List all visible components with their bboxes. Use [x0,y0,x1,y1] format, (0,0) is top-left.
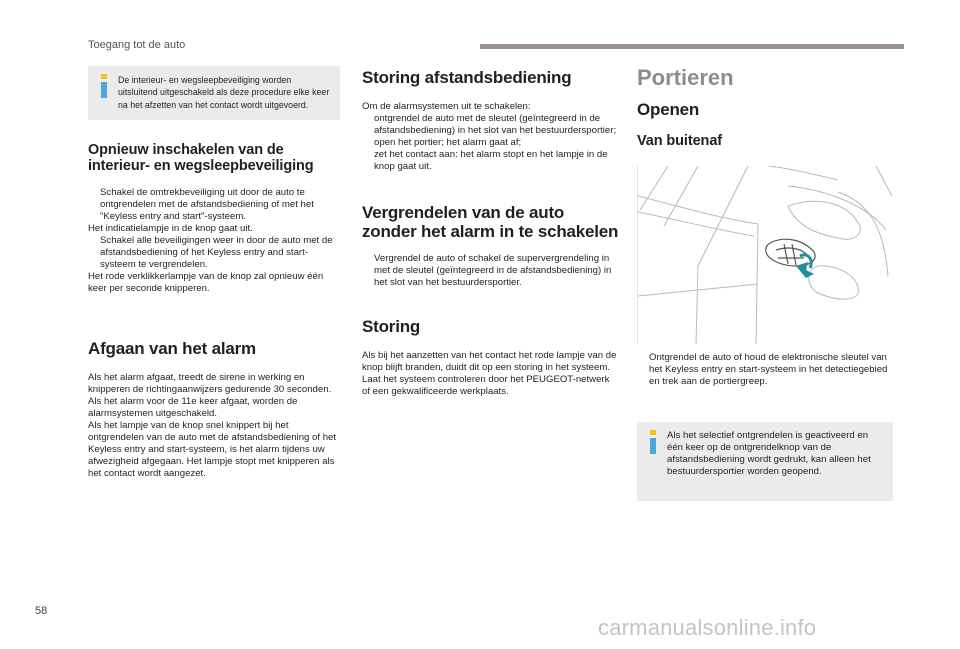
door-handle-drawing [638,166,892,344]
section-header-title: Toegang tot de auto [88,39,186,51]
list-item: Schakel de omtrekbeveiliging uit door de auto te ontgrendelen met de afstandsbediening of met het "Keyless entry and start"-systeem. [88,187,340,223]
info-note-text: Als het selectief ontgrendelen is geactiveerd en één keer op de ontgrendelknop van de afstandsbediening wordt gedrukt, kan alleen het bestuurdersportier worden geopend. [667,429,871,478]
list-item: Vergrendel de auto of schakel de supervergrendeling in met de sleutel (geïntegreerd in de afstandsbediening) in het slot van het bestuurdersportier. [362,253,620,289]
list-item: Het indicatielampje in de knop gaat uit. [88,222,253,234]
column-left [88,66,340,480]
header-divider-bar [480,44,904,49]
list-item: Het rode verklikkerlampje van de knop zal opnieuw één keer per seconde knipperen. [88,270,324,294]
bullet-marker [88,187,100,223]
intro-text: Om de alarmsystemen uit te schakelen: [362,101,531,112]
section-title-alarm: Afgaan van het alarm [88,338,256,358]
bullet-marker [362,149,374,173]
door-handle-illustration [637,166,892,344]
section-title-fault: Storing [362,317,421,336]
section-title-lock-without-alarm: Vergrendelen van de auto zonder het alarm in te schakelen [362,203,619,241]
bullet-marker [88,235,100,271]
paragraph: Als bij het aanzetten van het contact het rode lampje van de knop blijft branden, duidt dit op een storing in het systeem. [362,350,617,373]
info-note-text: De interieur- en wegsleepbeveiliging worden uitsluitend uitgeschakeld als deze procedure elke keer na het afzetten van het contact wordt uitgevoerd. [118,75,330,110]
column-right [637,66,893,501]
bullet-marker [362,253,374,289]
section-title-reactivate: Opnieuw inschakelen van de interieur- en wegsleepbeveiliging [88,141,314,175]
bullet-marker [362,113,374,137]
paragraph: Als het alarm voor de 11e keer afgaat, worden de alarmsystemen uitgeschakeld. [88,395,298,419]
section-title-open: Openen [637,100,700,119]
info-note-box [88,66,340,120]
list-item: zet het contact aan: het alarm stopt en het lampje in de knop gaat uit. [362,149,620,173]
bullet-marker [637,352,649,388]
paragraph: Als het alarm afgaat, treedt de sirene in werking en knipperen de richtingaanwijzers gedurende 30 seconden. [88,371,332,395]
watermark: carmanualsonline.info [598,615,817,640]
paragraph: Laat het systeem controleren door het PEUGEOT-netwerk of een gekwalificeerde werkplaats. [362,374,610,397]
list-item: Schakel alle beveiligingen weer in door de auto met de afstandsbediening of het Keyless entry and start-systeem te vergrendelen. [88,235,340,271]
info-note-box [637,422,893,501]
list-item: ontgrendel de auto met de sleutel (geïntegreerd in de afstandsbediening) in het slot van het bestuurdersportier; [362,113,620,137]
info-icon [647,430,659,454]
column-middle [362,68,620,398]
bullet-marker [362,137,374,149]
section-title-outside: Van buitenaf [637,133,723,149]
paragraph: Als het lampje van de knop snel knippert bij het ontgrendelen van de auto met de afstandsbediening of het Keyless entry and start-systeem, is het alarm tijdens uw afwezigheid afgegaan. Het lampje stopt met knipperen als het contact wordt aangezet. [88,419,337,479]
info-icon [98,74,110,98]
chapter-title: Portieren [637,65,734,90]
section-title-remote-fault: Storing afstandsbediening [362,68,572,87]
page-number: 58 [35,605,48,617]
list-item: open het portier; het alarm gaat af; [362,137,620,149]
list-item: Ontgrendel de auto of houd de elektronische sleutel van het Keyless entry en start-systeem in het detectiegebied en trek aan de portiergreep. [637,352,893,388]
